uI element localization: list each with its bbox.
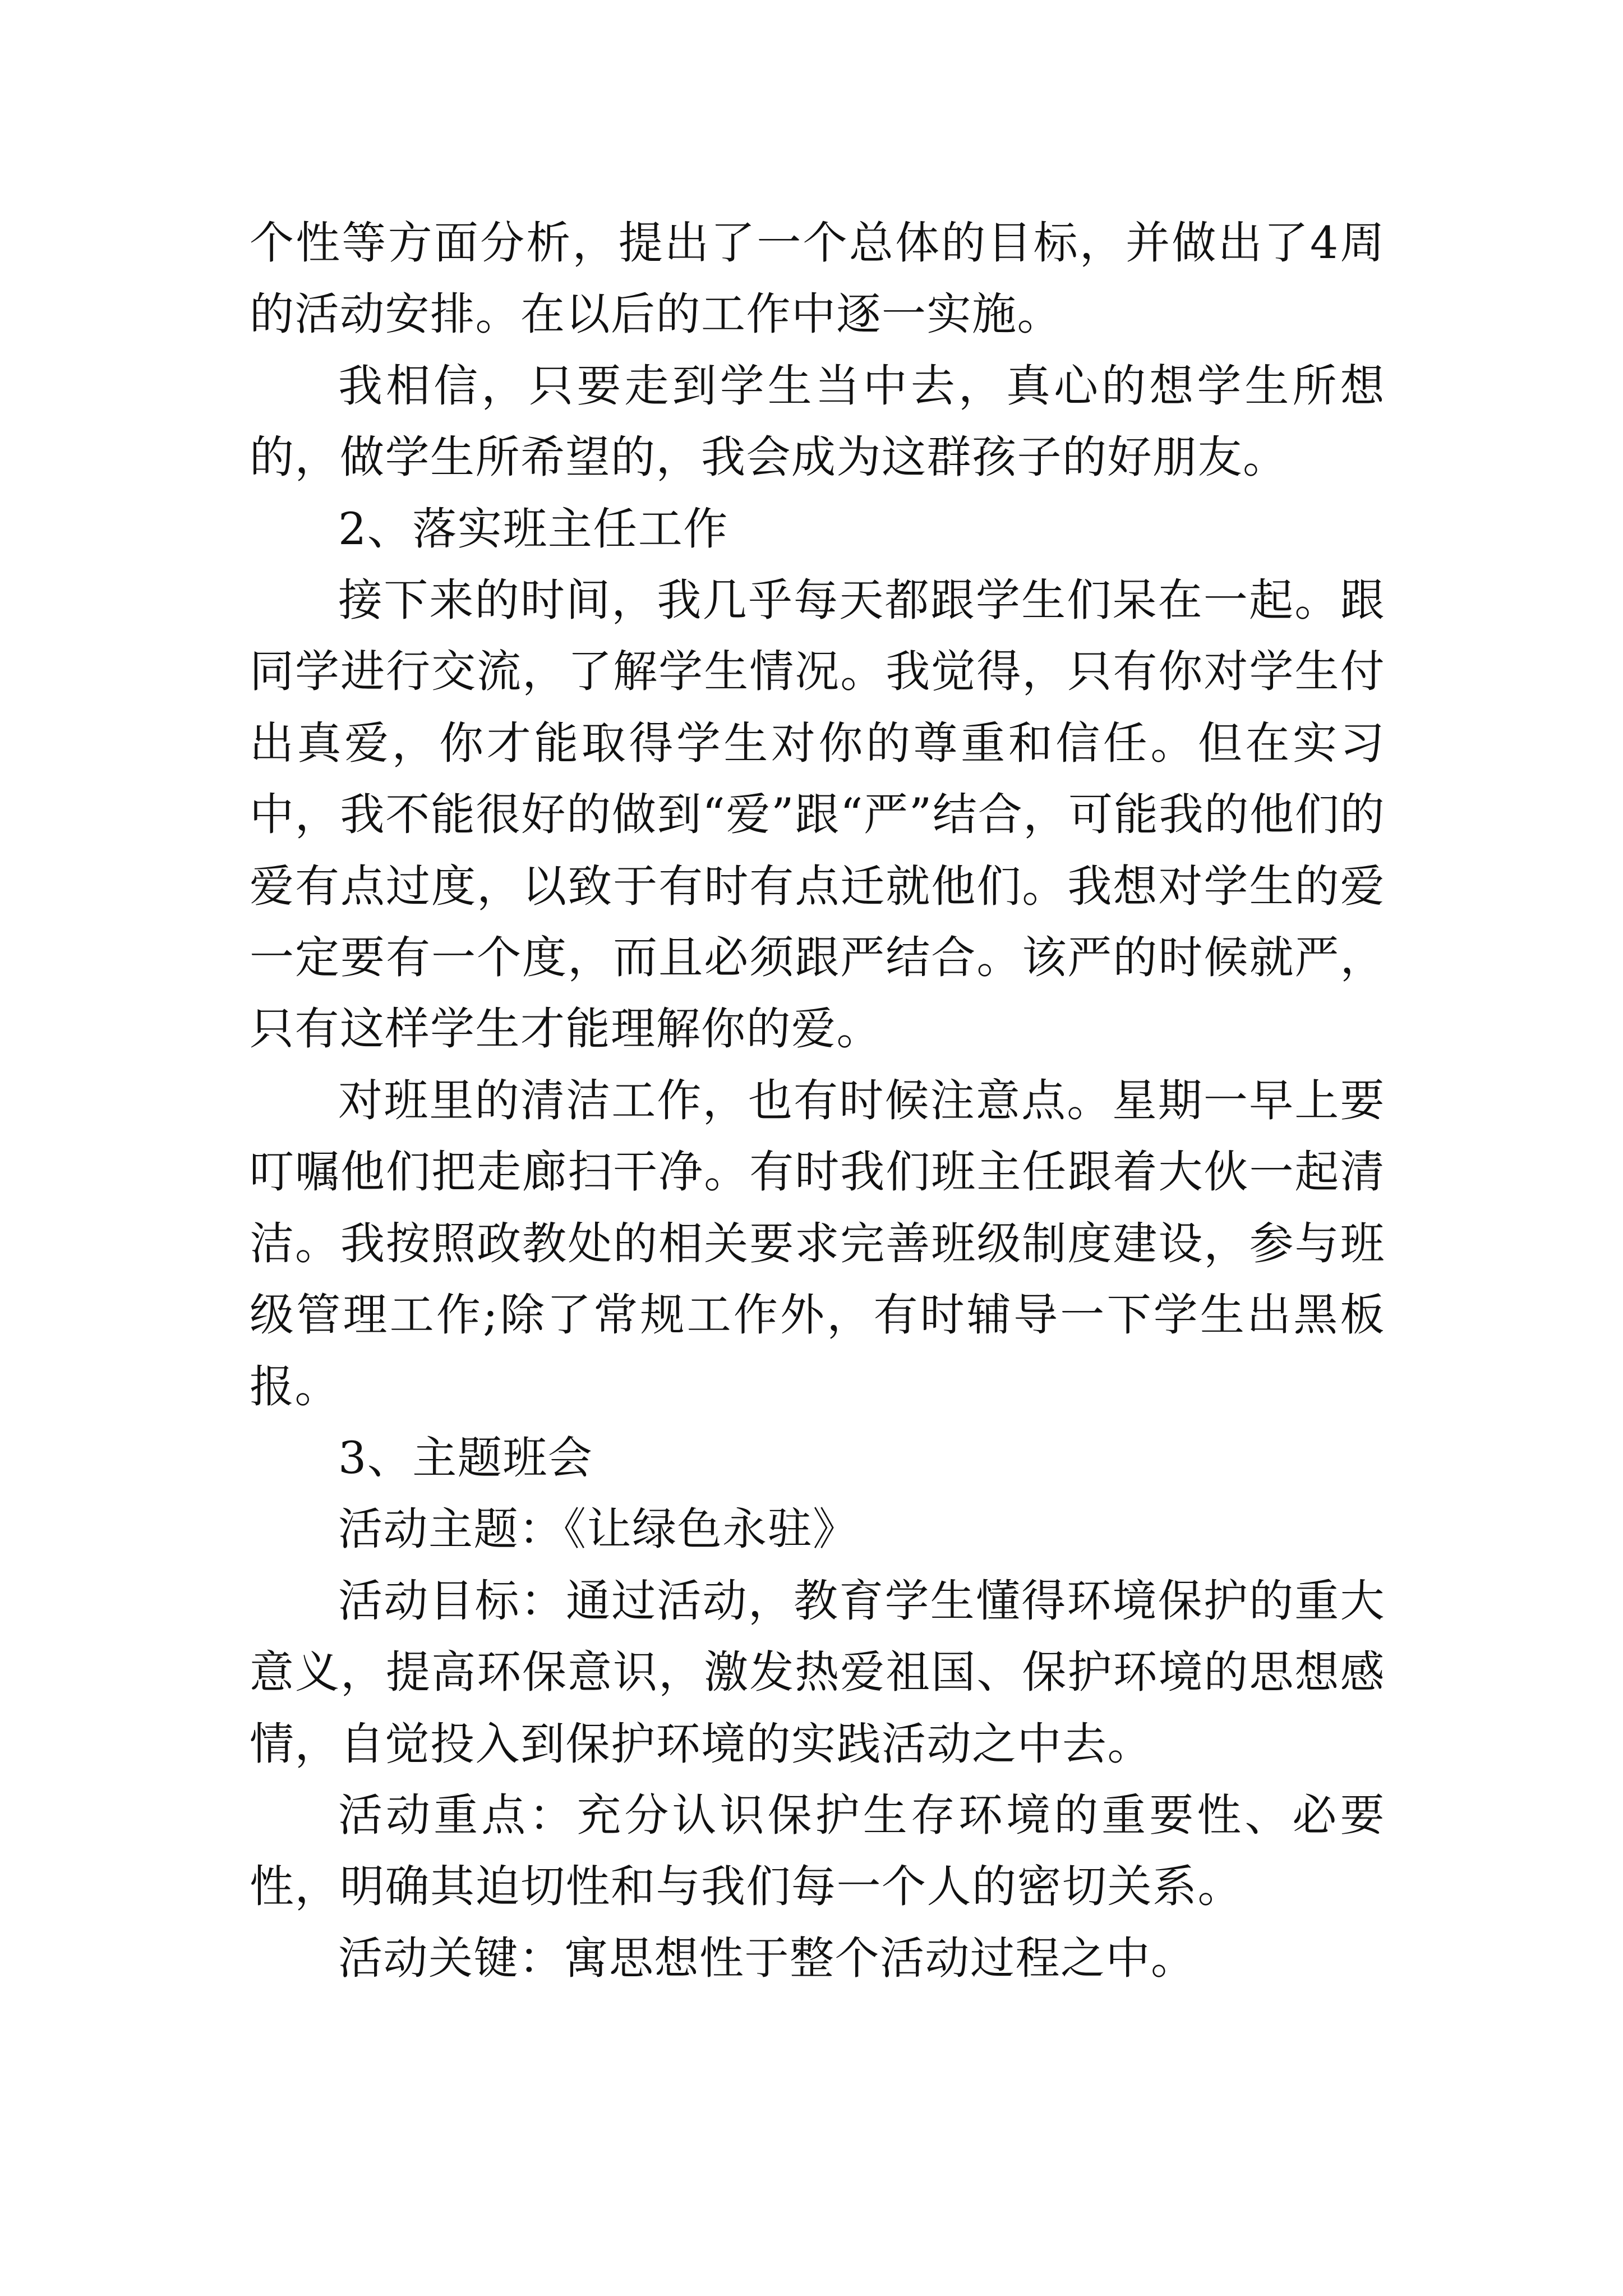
- activity-key: 活动关键：寓思想性于整个活动过程之中。: [338, 1932, 1196, 1984]
- paragraph-2: 我相信，只要走到学生当中去，真心的想学生所想的，做学生所希望的，我会成为这群孩子的好朋友。: [250, 360, 1385, 484]
- paragraph-1: 个性等方面分析，提出了一个总体的目标，并做出了4周的活动安排。在以后的工作中逐一实施。: [250, 217, 1385, 341]
- section-heading-2: 2、落实班主任工作: [338, 503, 728, 555]
- activity-theme: 活动主题：《让绿色永驻》: [338, 1503, 858, 1556]
- paragraph-4: 对班里的清洁工作，也有时候注意点。星期一早上要叮嘱他们把走廊扫干净。有时我们班主任跟着大伙一起清洁。我按照政教处的相关要求完善班级制度建设，参与班级管理工作;除了常规工作外，有时辅导一下学生出黑板报。: [250, 1074, 1385, 1412]
- section-heading-3: 3、主题班会: [338, 1432, 593, 1484]
- document-body: [250, 208, 1385, 1994]
- paragraph-3: 接下来的时间，我几乎每天都跟学生们呆在一起。跟同学进行交流，了解学生情况。我觉得，只有你对学生付出真爱，你才能取得学生对你的尊重和信任。但在实习中，我不能很好的做到“爱”跟“严”结合，可能我的他们的爱有点过度，以致于有时有点迁就他们。我想对学生的爱一定要有一个度，而且必须跟严结合。该严的时候就严，只有这样学生才能理解你的爱。: [250, 574, 1385, 1055]
- activity-focus: 活动重点：充分认识保护生存环境的重要性、必要性，明确其迫切性和与我们每一个人的密切关系。: [250, 1789, 1385, 1913]
- activity-goal: 活动目标：通过活动，教育学生懂得环境保护的重大意义，提高环保意识，激发热爱祖国、保护环境的思想感情，自觉投入到保护环境的实践活动之中去。: [250, 1575, 1385, 1770]
